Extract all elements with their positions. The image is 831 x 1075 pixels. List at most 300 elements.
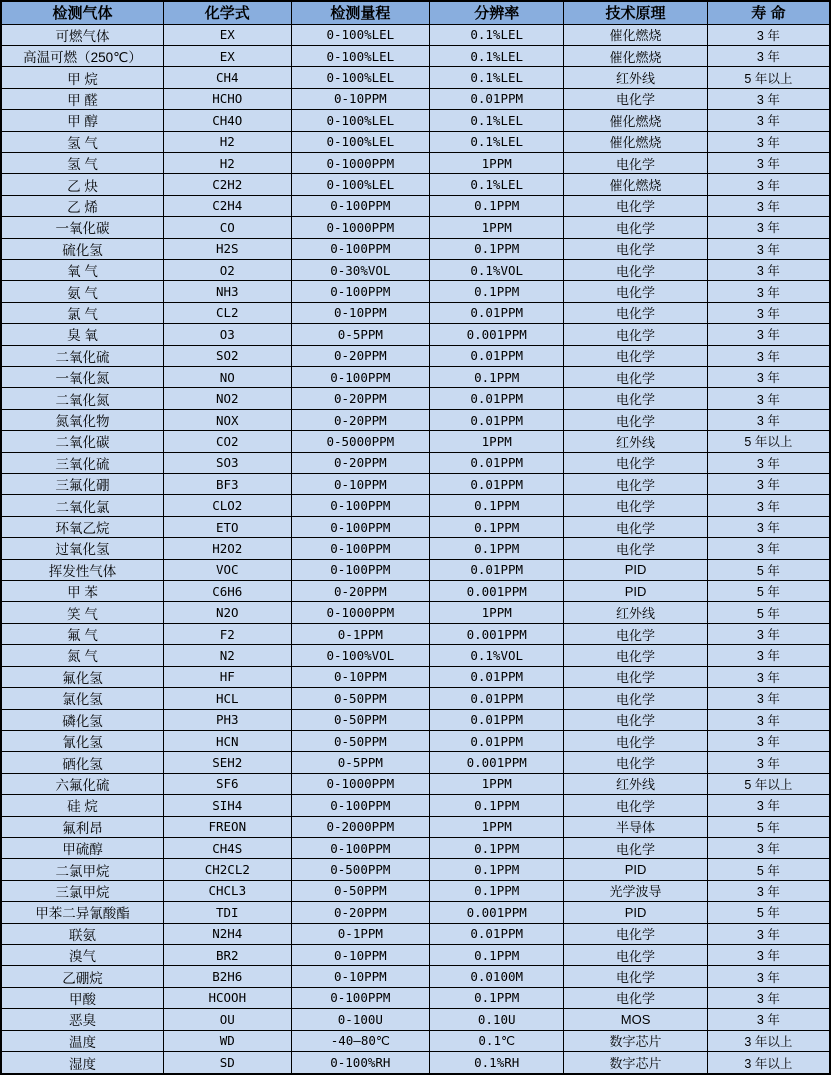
table-row [1,795,830,816]
table-row [1,516,830,537]
cell-range: 0-100%LEL [291,67,429,88]
cell-life: 3 年 [707,709,830,730]
table-row [1,752,830,773]
cell-principle: MOS [564,1009,707,1030]
table-row [1,966,830,987]
cell-life: 3 年 [707,1009,830,1030]
table-row [1,1009,830,1030]
cell-principle: 数字芯片 [564,1052,707,1075]
cell-range: 0-10PPM [291,944,429,965]
table-row [1,152,830,173]
cell-gas: 氢 气 [1,152,163,173]
cell-principle: 电化学 [564,645,707,666]
table-row [1,367,830,388]
cell-formula: HCHO [163,88,291,109]
cell-life: 5 年以上 [707,431,830,452]
cell-formula: CO [163,217,291,238]
cell-life: 3 年 [707,110,830,131]
table-row [1,388,830,409]
cell-life: 3 年 [707,195,830,216]
cell-range: 0-1000PPM [291,773,429,794]
cell-resolution: 0.001PPM [430,324,564,345]
cell-principle: 电化学 [564,752,707,773]
cell-resolution: 0.01PPM [430,302,564,323]
cell-principle: 电化学 [564,688,707,709]
cell-formula: B2H6 [163,966,291,987]
cell-formula: HCN [163,730,291,751]
cell-life: 3 年 [707,837,830,858]
cell-range: 0-50PPM [291,880,429,901]
cell-formula: N2O [163,602,291,623]
cell-range: -40—80℃ [291,1030,429,1051]
cell-principle: 电化学 [564,345,707,366]
cell-resolution: 0.01PPM [430,345,564,366]
cell-life: 3 年 [707,730,830,751]
cell-formula: NO [163,367,291,388]
cell-gas: 氟利昂 [1,816,163,837]
cell-formula: N2 [163,645,291,666]
cell-principle: 催化燃烧 [564,110,707,131]
cell-resolution: 0.1PPM [430,795,564,816]
cell-principle: PID [564,859,707,880]
cell-gas: 笑 气 [1,602,163,623]
cell-range: 0-20PPM [291,388,429,409]
cell-gas: 溴气 [1,944,163,965]
cell-principle: 催化燃烧 [564,24,707,45]
table-row [1,688,830,709]
cell-life: 3 年 [707,923,830,944]
cell-formula: CLO2 [163,495,291,516]
cell-principle: 电化学 [564,474,707,495]
cell-resolution: 0.01PPM [430,88,564,109]
cell-resolution: 0.10U [430,1009,564,1030]
cell-resolution: 1PPM [430,152,564,173]
cell-life: 3 年 [707,238,830,259]
table-row [1,666,830,687]
cell-principle: 电化学 [564,666,707,687]
cell-range: 0-30%VOL [291,259,429,280]
table-row [1,110,830,131]
table-row [1,581,830,602]
cell-life: 5 年 [707,581,830,602]
cell-resolution: 0.1PPM [430,987,564,1008]
cell-gas: 联氨 [1,923,163,944]
cell-resolution: 0.1%VOL [430,645,564,666]
cell-gas: 甲硫醇 [1,837,163,858]
cell-formula: SF6 [163,773,291,794]
cell-life: 3 年 [707,516,830,537]
cell-range: 0-100PPM [291,281,429,302]
cell-resolution: 0.1%VOL [430,259,564,280]
cell-life: 3 年 [707,45,830,66]
cell-life: 3 年 [707,752,830,773]
cell-life: 5 年以上 [707,773,830,794]
cell-life: 3 年 [707,152,830,173]
cell-life: 3 年 [707,388,830,409]
cell-resolution: 0.1PPM [430,859,564,880]
cell-resolution: 0.01PPM [430,409,564,430]
cell-resolution: 0.1PPM [430,538,564,559]
table-row [1,495,830,516]
column-header-formula: 化学式 [163,1,291,24]
cell-formula: SO2 [163,345,291,366]
cell-principle: 电化学 [564,409,707,430]
cell-life: 3 年 [707,623,830,644]
cell-principle: 催化燃烧 [564,174,707,195]
cell-resolution: 0.1%LEL [430,131,564,152]
table-row [1,24,830,45]
cell-principle: 电化学 [564,966,707,987]
cell-range: 0-10PPM [291,474,429,495]
cell-gas: 乙硼烷 [1,966,163,987]
cell-life: 3 年 [707,281,830,302]
cell-principle: PID [564,902,707,923]
cell-life: 3 年 [707,987,830,1008]
table-row [1,302,830,323]
cell-gas: 氯 气 [1,302,163,323]
table-row [1,324,830,345]
cell-gas: 氧 气 [1,259,163,280]
cell-life: 3 年 [707,24,830,45]
cell-life: 3 年 [707,966,830,987]
cell-resolution: 0.01PPM [430,666,564,687]
cell-gas: 二氧化氯 [1,495,163,516]
cell-principle: 电化学 [564,388,707,409]
cell-gas: 一氧化碳 [1,217,163,238]
table-row [1,559,830,580]
cell-formula: TDI [163,902,291,923]
table-row [1,259,830,280]
cell-principle: 电化学 [564,217,707,238]
cell-gas: 甲酸 [1,987,163,1008]
cell-life: 3 年 [707,495,830,516]
cell-range: 0-100%VOL [291,645,429,666]
cell-range: 0-100PPM [291,516,429,537]
cell-resolution: 0.1%LEL [430,45,564,66]
cell-resolution: 0.1%LEL [430,24,564,45]
table-row [1,131,830,152]
table-row [1,923,830,944]
cell-range: 0-100%LEL [291,131,429,152]
table-row [1,474,830,495]
cell-gas: 三氯甲烷 [1,880,163,901]
cell-formula: H2 [163,152,291,173]
cell-gas: 甲 烷 [1,67,163,88]
cell-range: 0-10PPM [291,966,429,987]
cell-resolution: 0.001PPM [430,581,564,602]
cell-resolution: 0.1℃ [430,1030,564,1051]
cell-range: 0-5000PPM [291,431,429,452]
cell-principle: 电化学 [564,367,707,388]
cell-formula: C2H2 [163,174,291,195]
cell-principle: 红外线 [564,602,707,623]
cell-principle: 数字芯片 [564,1030,707,1051]
cell-gas: 二氧化碳 [1,431,163,452]
cell-range: 0-100PPM [291,559,429,580]
cell-formula: CO2 [163,431,291,452]
cell-formula: CL2 [163,302,291,323]
cell-principle: 催化燃烧 [564,131,707,152]
cell-gas: 三氟化硼 [1,474,163,495]
cell-life: 3 年 [707,259,830,280]
cell-principle: 电化学 [564,259,707,280]
cell-formula: HF [163,666,291,687]
cell-range: 0-1PPM [291,623,429,644]
cell-resolution: 0.01PPM [430,388,564,409]
cell-formula: ETO [163,516,291,537]
cell-resolution: 0.01PPM [430,559,564,580]
table-row [1,538,830,559]
cell-gas: 氯化氢 [1,688,163,709]
cell-gas: 恶臭 [1,1009,163,1030]
table-row [1,174,830,195]
cell-life: 5 年 [707,559,830,580]
cell-principle: 催化燃烧 [564,45,707,66]
cell-principle: 电化学 [564,495,707,516]
cell-principle: 电化学 [564,195,707,216]
cell-gas: 氮氧化物 [1,409,163,430]
cell-resolution: 0.01PPM [430,923,564,944]
cell-range: 0-100PPM [291,367,429,388]
cell-range: 0-5PPM [291,324,429,345]
cell-formula: H2 [163,131,291,152]
cell-life: 3 年 [707,131,830,152]
cell-formula: H2S [163,238,291,259]
cell-formula: NH3 [163,281,291,302]
cell-range: 0-100%LEL [291,45,429,66]
cell-resolution: 0.01PPM [430,474,564,495]
table-row [1,452,830,473]
cell-gas: 环氧乙烷 [1,516,163,537]
cell-life: 5 年以上 [707,67,830,88]
cell-range: 0-50PPM [291,730,429,751]
cell-formula: BR2 [163,944,291,965]
cell-life: 3 年 [707,666,830,687]
cell-gas: 氟化氢 [1,666,163,687]
cell-formula: CH4S [163,837,291,858]
cell-gas: 挥发性气体 [1,559,163,580]
cell-gas: 甲苯二异氰酸酯 [1,902,163,923]
table-row [1,217,830,238]
cell-range: 0-5PPM [291,752,429,773]
cell-resolution: 0.1PPM [430,944,564,965]
table-row [1,859,830,880]
cell-range: 0-20PPM [291,902,429,923]
cell-resolution: 1PPM [430,773,564,794]
cell-principle: 红外线 [564,431,707,452]
cell-range: 0-50PPM [291,688,429,709]
cell-principle: 电化学 [564,987,707,1008]
cell-gas: 甲 醛 [1,88,163,109]
cell-life: 3 年以上 [707,1030,830,1051]
column-header-gas: 检测气体 [1,1,163,24]
cell-range: 0-100%RH [291,1052,429,1075]
table-row [1,88,830,109]
table-header [1,1,830,24]
cell-gas: 硫化氢 [1,238,163,259]
cell-gas: 硅 烷 [1,795,163,816]
cell-resolution: 0.1PPM [430,880,564,901]
cell-resolution: 1PPM [430,431,564,452]
table-row [1,837,830,858]
cell-range: 0-1PPM [291,923,429,944]
cell-range: 0-1000PPM [291,602,429,623]
cell-resolution: 0.01PPM [430,709,564,730]
cell-life: 3 年 [707,174,830,195]
cell-formula: NO2 [163,388,291,409]
cell-resolution: 0.01PPM [430,688,564,709]
cell-life: 5 年 [707,902,830,923]
table-row [1,1030,830,1051]
cell-gas: 温度 [1,1030,163,1051]
cell-range: 0-100%LEL [291,174,429,195]
header-row [1,1,830,24]
cell-life: 3 年 [707,88,830,109]
cell-principle: 电化学 [564,730,707,751]
cell-principle: 电化学 [564,923,707,944]
table-row [1,816,830,837]
cell-resolution: 0.1PPM [430,281,564,302]
table-row [1,623,830,644]
cell-resolution: 0.1PPM [430,837,564,858]
cell-gas: 可燃气体 [1,24,163,45]
cell-principle: 电化学 [564,238,707,259]
cell-principle: PID [564,559,707,580]
cell-formula: H2O2 [163,538,291,559]
cell-formula: HCOOH [163,987,291,1008]
cell-life: 3 年 [707,645,830,666]
table-row [1,238,830,259]
cell-range: 0-100PPM [291,238,429,259]
cell-formula: EX [163,45,291,66]
table-row [1,409,830,430]
cell-gas: 高温可燃（250℃） [1,45,163,66]
cell-principle: 电化学 [564,302,707,323]
cell-formula: SO3 [163,452,291,473]
cell-formula: O3 [163,324,291,345]
cell-gas: 乙 炔 [1,174,163,195]
table-row [1,602,830,623]
cell-life: 3 年 [707,880,830,901]
cell-life: 3 年 [707,302,830,323]
cell-life: 3 年 [707,688,830,709]
cell-gas: 氢 气 [1,131,163,152]
cell-gas: 二氧化硫 [1,345,163,366]
cell-principle: 电化学 [564,837,707,858]
cell-resolution: 0.1PPM [430,238,564,259]
cell-gas: 氨 气 [1,281,163,302]
cell-range: 0-2000PPM [291,816,429,837]
cell-life: 3 年 [707,538,830,559]
cell-principle: 电化学 [564,944,707,965]
cell-range: 0-100%LEL [291,110,429,131]
cell-range: 0-100PPM [291,538,429,559]
cell-formula: CH2CL2 [163,859,291,880]
table-row [1,902,830,923]
cell-principle: 电化学 [564,324,707,345]
cell-resolution: 0.1PPM [430,495,564,516]
table-row [1,1052,830,1075]
cell-range: 0-20PPM [291,452,429,473]
table-row [1,709,830,730]
cell-gas: 三氧化硫 [1,452,163,473]
cell-principle: 电化学 [564,516,707,537]
cell-range: 0-10PPM [291,88,429,109]
cell-life: 3 年 [707,217,830,238]
cell-life: 5 年 [707,859,830,880]
cell-resolution: 0.1%RH [430,1052,564,1075]
table-row [1,195,830,216]
cell-formula: PH3 [163,709,291,730]
cell-range: 0-50PPM [291,709,429,730]
cell-life: 3 年 [707,409,830,430]
cell-range: 0-10PPM [291,666,429,687]
cell-formula: FREON [163,816,291,837]
cell-principle: 电化学 [564,88,707,109]
cell-range: 0-100PPM [291,987,429,1008]
cell-gas: 臭 氧 [1,324,163,345]
cell-principle: 电化学 [564,538,707,559]
cell-resolution: 0.1%LEL [430,174,564,195]
cell-gas: 一氧化氮 [1,367,163,388]
table-row [1,281,830,302]
cell-range: 0-1000PPM [291,152,429,173]
cell-principle: 电化学 [564,452,707,473]
cell-resolution: 0.1PPM [430,516,564,537]
cell-formula: VOC [163,559,291,580]
cell-gas: 氟 气 [1,623,163,644]
cell-gas: 乙 烯 [1,195,163,216]
cell-resolution: 0.001PPM [430,902,564,923]
cell-gas: 甲 苯 [1,581,163,602]
cell-principle: 电化学 [564,795,707,816]
table-row [1,987,830,1008]
cell-life: 3 年 [707,795,830,816]
column-header-resolution: 分辨率 [430,1,564,24]
cell-resolution: 0.1%LEL [430,67,564,88]
cell-life: 5 年 [707,602,830,623]
cell-resolution: 0.0100M [430,966,564,987]
table-row [1,45,830,66]
cell-gas: 二氯甲烷 [1,859,163,880]
cell-range: 0-100PPM [291,495,429,516]
table-body [1,24,830,1074]
cell-formula: C6H6 [163,581,291,602]
cell-life: 3 年 [707,452,830,473]
cell-gas: 六氟化硫 [1,773,163,794]
cell-life: 3 年 [707,345,830,366]
cell-formula: SD [163,1052,291,1075]
cell-resolution: 1PPM [430,217,564,238]
cell-principle: 电化学 [564,709,707,730]
cell-range: 0-100%LEL [291,24,429,45]
cell-life: 5 年 [707,816,830,837]
cell-range: 0-500PPM [291,859,429,880]
table-row [1,431,830,452]
cell-resolution: 1PPM [430,816,564,837]
cell-resolution: 0.1%LEL [430,110,564,131]
cell-range: 0-20PPM [291,581,429,602]
cell-gas: 甲 醇 [1,110,163,131]
cell-resolution: 0.001PPM [430,623,564,644]
cell-resolution: 0.01PPM [430,452,564,473]
cell-resolution: 0.1PPM [430,195,564,216]
cell-principle: 红外线 [564,773,707,794]
table-row [1,345,830,366]
cell-formula: SEH2 [163,752,291,773]
cell-formula: WD [163,1030,291,1051]
cell-formula: N2H4 [163,923,291,944]
